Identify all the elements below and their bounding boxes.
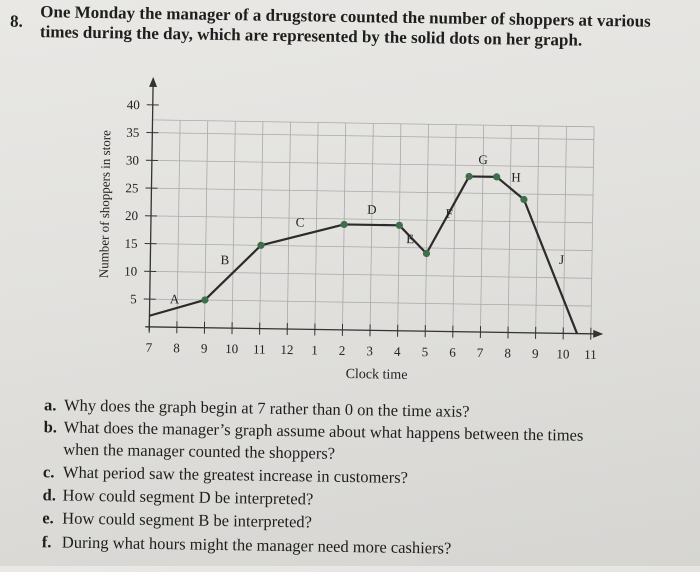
grid-line-vertical [591,127,594,334]
y-axis-title: Number of shoppers in store [96,130,113,278]
shoppers-line [149,171,579,333]
shoppers-series [149,168,579,334]
tick-labels [123,97,601,362]
question-label: b. [44,416,64,437]
y-tick-label: 10 [124,263,137,278]
x-tick-label: 10 [225,341,238,356]
grid-line-vertical [453,125,456,332]
grid-line-vertical [232,121,235,328]
question-text: During what hours might the manager need more cashiers? [62,533,452,558]
x-tick-label: 1 [311,342,318,357]
question-text: What period saw the greatest increase in customers? [63,463,408,487]
segment-label: G [478,152,488,167]
y-tick-label: 5 [130,291,137,306]
y-axis-arrow [149,77,157,87]
segment-label: J [559,252,564,267]
segment-label: C [296,214,305,229]
problem-number: 8. [10,12,23,32]
x-tick-label: 2 [339,343,346,358]
grid-line-vertical [370,123,373,330]
x-tick-label: 3 [366,343,373,358]
grid-line-vertical [315,122,318,329]
y-tick-label: 35 [126,125,139,140]
grid-line-vertical [260,122,263,329]
x-tick-label: 9 [532,346,539,361]
question-text: What does the manager’s graph assume about what happens between the times [64,418,584,445]
data-point [340,221,347,228]
x-axis-line [145,327,599,334]
x-tick-label: 6 [449,345,456,360]
question-label: a. [44,394,64,415]
question-b-continued: when the manager counted the shoppers? [43,438,700,469]
question-text: Why does the graph begin at 7 rather than 0 on the time axis? [64,396,470,421]
segment-label: A [170,291,180,306]
x-axis-arrow [593,330,603,338]
grid-line-vertical [425,124,428,331]
segment-labels [170,147,566,312]
x-tick-label: 4 [394,344,401,359]
segment-label: D [367,202,377,217]
y-tick-label: 25 [125,180,138,195]
x-axis-title: Clock time [346,367,408,383]
x-tick-label: 11 [584,347,597,362]
x-tick-label: 8 [504,345,511,360]
x-tick-label: 8 [173,340,180,355]
y-tick-label: 40 [127,97,140,112]
x-tick-label: 9 [201,341,208,356]
question-label: d. [42,484,62,505]
segment-label: E [406,231,414,246]
grid-line-vertical [508,126,511,333]
segment-label: B [220,252,229,267]
x-tick-label: 10 [556,346,569,361]
y-tick-label: 30 [126,152,139,167]
grid-line-vertical [287,122,290,329]
y-tick-label: 15 [124,236,137,251]
question-label: f. [42,531,62,552]
question-text: How could segment D be interpreted? [62,486,313,509]
y-tick-label: 20 [125,208,138,223]
x-tick-label: 7 [477,345,484,360]
y-axis-line [149,81,153,331]
question-text: How could segment B be interpreted? [62,509,312,532]
segment-label: H [511,170,521,185]
grid [149,120,594,334]
x-tick-label: 7 [146,340,153,355]
question-label: e. [42,507,62,528]
problem-statement: One Monday the manager of a drugstore counted the number of shoppers at various times during the day, which are represented by the solid dots on her graph. [40,2,681,52]
x-tick-label: 11 [253,341,266,356]
segment-label: F [445,206,452,221]
question-label: c. [43,461,63,482]
x-tick-label: 5 [422,344,429,359]
x-tick-label: 12 [280,342,293,357]
